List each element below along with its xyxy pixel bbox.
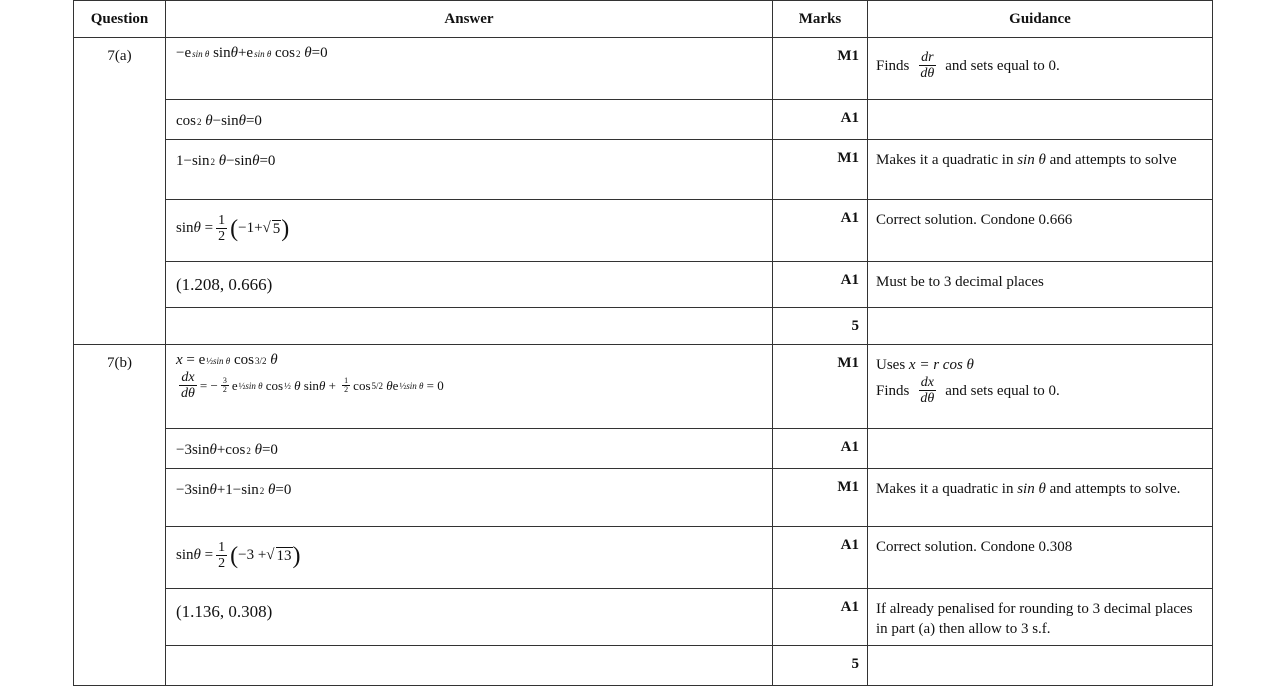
- header-question: Question: [74, 1, 166, 38]
- table-row: [74, 140, 1213, 200]
- guidance-cell: Makes it a quadratic in sin θ and attempts to solve: [868, 140, 1213, 200]
- guidance-cell: Uses x = r cos θ Finds $\frac{dx}{d\theta}$ and sets equal to 0.: [868, 345, 1213, 429]
- equation: $\frac{dx}{d\theta}$ = − $\frac{3}{2}$ e ½sin θ cos ½ θ sin θ + $\frac{1}{2}$ cos 5/2 θ e ½sin θ = 0: [181, 370, 444, 402]
- answer-cell: [166, 200, 773, 262]
- table-row: [74, 308, 1213, 345]
- table-row: [74, 345, 1213, 429]
- question-label-7b: 7(b): [74, 345, 166, 686]
- mark-cell: M1: [773, 469, 868, 527]
- mark-cell: M1: [773, 140, 868, 200]
- guidance-cell: [868, 646, 1213, 686]
- table-row: [74, 429, 1213, 469]
- header-row: [74, 1, 1213, 38]
- coordinate-answer: (1.136, 0.308): [176, 602, 273, 621]
- equation: sin θ = $\frac{1}{2}$ ( −3 + √ 13 ): [176, 540, 301, 572]
- answer-cell: [166, 527, 773, 589]
- mark-cell: A1: [773, 100, 868, 140]
- derivative-fraction: $\frac{dr}{d\theta}$: [920, 50, 935, 82]
- equation: 1−sin 2 θ −sin θ =0: [176, 153, 276, 169]
- equation: −3sin θ +cos 2 θ =0: [176, 442, 278, 458]
- guidance-cell: [868, 308, 1213, 345]
- table-row: [74, 38, 1213, 100]
- answer-cell: [166, 262, 773, 308]
- header-marks: Marks: [773, 1, 868, 38]
- mark-cell: A1: [773, 429, 868, 469]
- answer-cell: [166, 589, 773, 646]
- guidance-cell: [868, 100, 1213, 140]
- mark-cell: M1: [773, 38, 868, 100]
- answer-cell: [166, 100, 773, 140]
- guidance-cell: Finds $\frac{dr}{d\theta}$ and sets equal to 0.: [868, 38, 1213, 100]
- mark-cell: A1: [773, 262, 868, 308]
- answer-cell: [166, 469, 773, 527]
- table-row: [74, 646, 1213, 686]
- equation: −e sin θ sin θ +e sin θ cos 2 θ =0: [176, 45, 328, 61]
- equation: cos 2 θ −sin θ =0: [176, 113, 262, 129]
- mark-cell: A1: [773, 200, 868, 262]
- guidance-cell: If already penalised for rounding to 3 decimal places in part (a) then allow to 3 s.f.: [868, 589, 1213, 646]
- answer-cell: [166, 429, 773, 469]
- table-row: [74, 527, 1213, 589]
- total-marks-7b: 5: [773, 646, 868, 686]
- answer-cell: [166, 345, 773, 429]
- table-row: [74, 262, 1213, 308]
- answer-cell: [166, 308, 773, 345]
- total-marks-7a: 5: [773, 308, 868, 345]
- equation: x = e ½sin θ cos 3/2 θ: [176, 352, 278, 368]
- table-row: [74, 200, 1213, 262]
- header-guidance: Guidance: [868, 1, 1213, 38]
- guidance-cell: Must be to 3 decimal places: [868, 262, 1213, 308]
- answer-cell: [166, 140, 773, 200]
- answer-cell: [166, 646, 773, 686]
- table-row: [74, 100, 1213, 140]
- mark-cell: M1: [773, 345, 868, 429]
- mark-cell: A1: [773, 527, 868, 589]
- guidance-cell: Makes it a quadratic in sin θ and attempts to solve.: [868, 469, 1213, 527]
- equation: −3sin θ +1−sin 2 θ =0: [176, 482, 292, 498]
- guidance-cell: Correct solution. Condone 0.308: [868, 527, 1213, 589]
- coordinate-answer: (1.208, 0.666): [176, 275, 273, 294]
- answer-cell: [166, 38, 773, 100]
- mark-cell: A1: [773, 589, 868, 646]
- header-answer: Answer: [166, 1, 773, 38]
- question-label-7a: 7(a): [74, 38, 166, 345]
- guidance-cell: Correct solution. Condone 0.666: [868, 200, 1213, 262]
- mark-scheme-table: [73, 0, 1213, 686]
- equation: sin θ = $\frac{1}{2}$ ( −1+ √ 5 ): [176, 213, 290, 245]
- table-row: [74, 589, 1213, 646]
- derivative-fraction: $\frac{dx}{d\theta}$: [920, 375, 935, 407]
- table-row: [74, 469, 1213, 527]
- guidance-cell: [868, 429, 1213, 469]
